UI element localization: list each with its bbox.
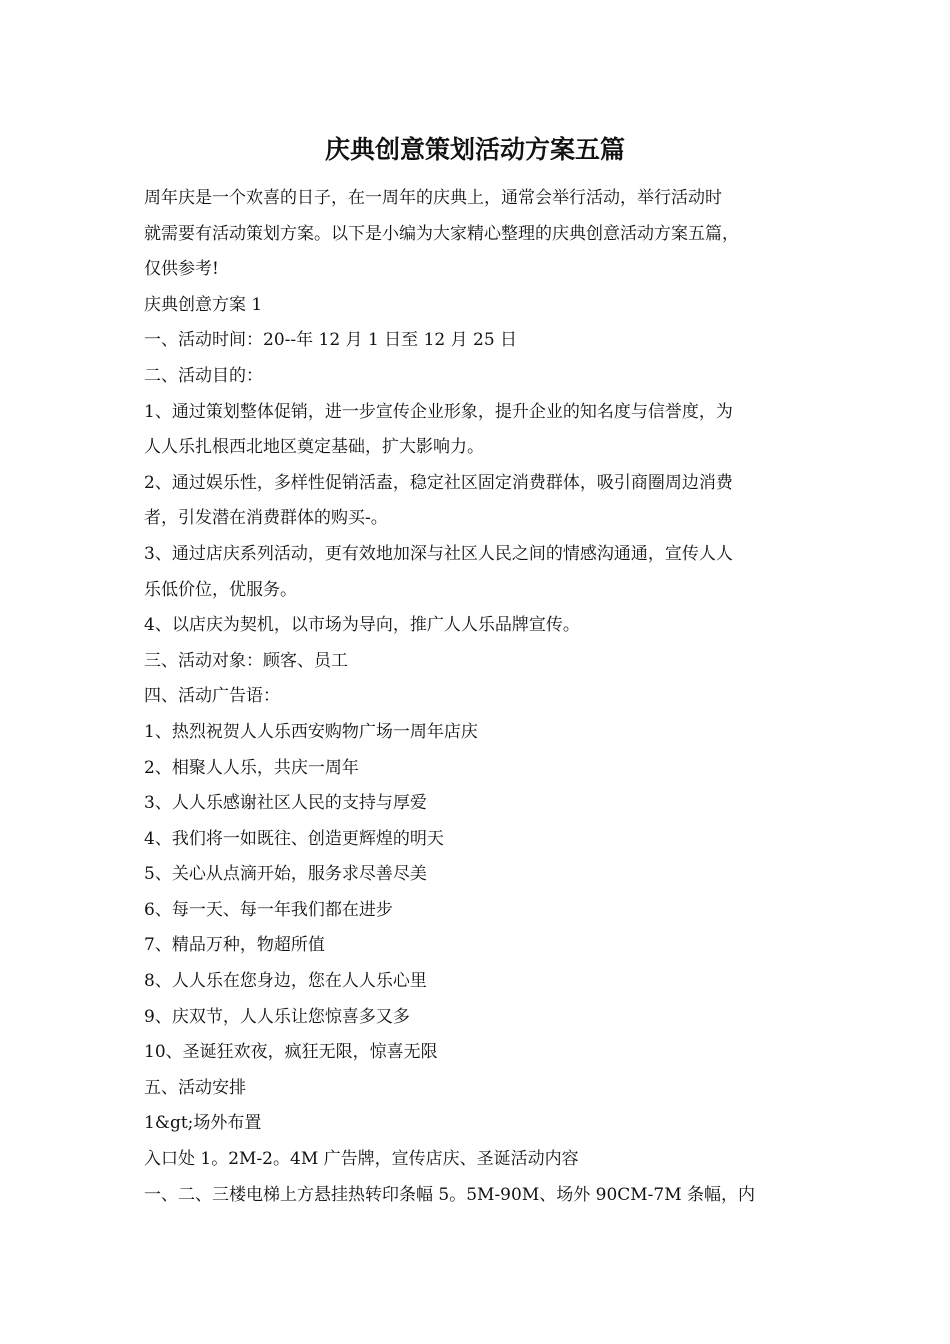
paragraph-line: 一、活动时间：20--年 12 月 1 日至 12 月 25 日 — [144, 330, 518, 351]
paragraph-line: 乐低价位，优服务。 — [144, 579, 297, 600]
list-item: 9、庆双节，人人乐让您惊喜多又多 — [144, 1006, 410, 1027]
paragraph-line: 三、活动对象：顾客、员工 — [144, 650, 348, 671]
paragraph-line: 一、二、三楼电梯上方悬挂热转印条幅 5。5M-90M、场外 90CM-7M 条幅，内 — [144, 1184, 756, 1205]
paragraph-line: 人人乐扎根西北地区奠定基础，扩大影响力。 — [144, 437, 484, 458]
section-heading: 二、活动目的： — [144, 365, 263, 386]
list-item: 5、关心从点滴开始，服务求尽善尽美 — [144, 864, 427, 885]
document-body — [144, 181, 824, 1213]
list-item: 7、精品万种，物超所值 — [144, 935, 325, 956]
document-title: 庆典创意策划活动方案五篇 — [324, 135, 625, 164]
list-item: 1、热烈祝贺人人乐西安购物广场一周年店庆 — [144, 721, 478, 742]
list-item: 4、我们将一如既往、创造更辉煌的明天 — [144, 828, 444, 849]
list-item: 8、人人乐在您身边，您在人人乐心里 — [144, 971, 427, 992]
paragraph-line: 就需要有活动策划方案。以下是小编为大家精心整理的庆典创意活动方案五篇， — [144, 223, 739, 244]
paragraph-line: 周年庆是一个欢喜的日子，在一周年的庆典上，通常会举行活动，举行活动时 — [144, 188, 722, 208]
list-item: 6、每一天、每一年我们都在进步 — [144, 899, 393, 920]
paragraph-line: 2、通过娱乐性，多样性促销活盍，稳定社区固定消费群体，吸引商圈周边消费 — [144, 472, 733, 493]
paragraph-line: 入口处 1。2M-2。4M 广告牌，宣传店庆、圣诞活动内容 — [144, 1149, 579, 1170]
paragraph-line: 仅供参考! — [144, 259, 219, 280]
section-heading: 五、活动安排 — [144, 1077, 246, 1098]
paragraph-line: 1、通过策划整体促销，进一步宣传企业形象，提升企业的知名度与信誉度，为 — [144, 401, 733, 422]
paragraph-line: 1&gt;场外布置 — [144, 1113, 262, 1134]
paragraph-line: 者，引发潜在消费群体的购买-。 — [144, 508, 388, 529]
list-item: 2、相聚人人乐，共庆一周年 — [144, 757, 359, 778]
section-heading: 庆典创意方案 1 — [144, 294, 263, 315]
section-heading: 四、活动广告语： — [144, 686, 280, 707]
paragraph-line: 4、以店庆为契机，以市场为导向，推广人人乐品牌宣传。 — [144, 615, 580, 636]
list-item: 10、圣诞狂欢夜，疯狂无限，惊喜无限 — [144, 1042, 438, 1063]
list-item: 3、人人乐感谢社区人民的支持与厚爱 — [144, 793, 427, 814]
paragraph-line: 3、通过店庆系列活动，更有效地加深与社区人民之间的情感沟通通，宣传人人 — [144, 543, 733, 564]
